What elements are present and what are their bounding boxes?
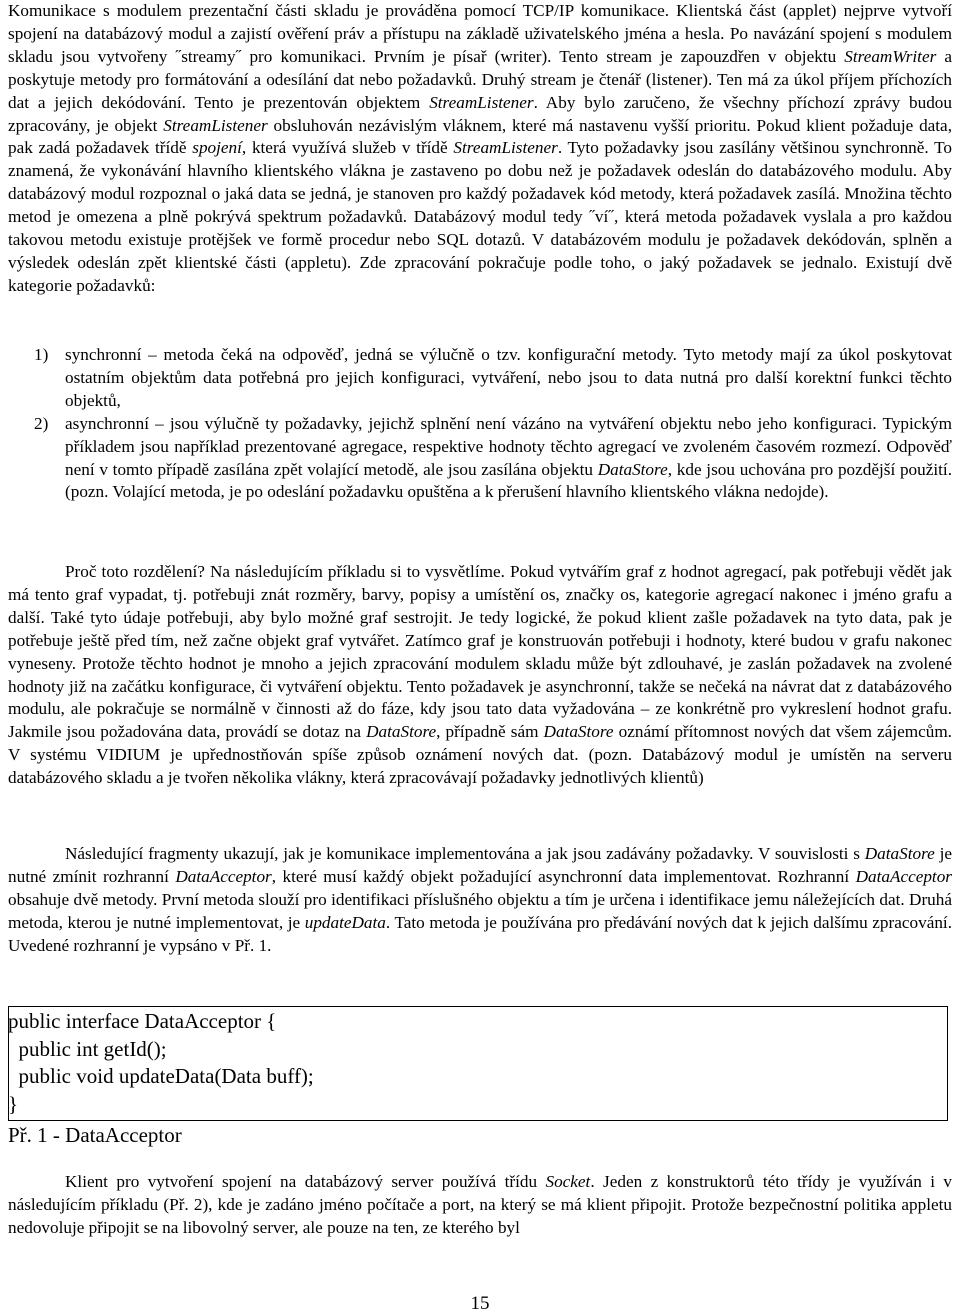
request-categories-list — [8, 344, 952, 504]
page-number: 15 — [470, 1293, 490, 1314]
listing-caption: Př. 1 - DataAcceptor — [8, 1123, 182, 1147]
list-item: 2) asynchronní – jsou výlučně ty požadavky, jejichž splnění není vázáno na vytváření objektu nebo jeho konfiguraci. Typickým příkladem jsou například prezentované agregace, respektive hodnoty těchto agregací ve zvoleném časovém rozmezí. Odpověď není v tomto případě zasílána zpět volající metodě, ale jsou zasílána objektu DataStore, kde jsou uchována pro pozdější použití. (pozn. Volající metoda, je po odeslání požadavku opuštěna a k přerušení hlavního klientského vlákna nedojde). — [34, 413, 952, 502]
code-listing — [8, 1008, 314, 1118]
paragraph-fragments: Následující fragmenty ukazují, jak je komunikace implementována a jak jsou zadávány požadavky. V souvislosti s DataStore je nutné zmínit rozhranní DataAcceptor, které musí každý objekt požadující asynchronní data implementovat. Rozhranní DataAcceptor obsahuje dvě metody. První metoda slouží pro identifikaci příslušného objektu a tím je určena i identifikace jemu náležejících dat. Druhá metoda, kterou je nutné implementovat, je updateData. Tato metoda je používána pro předávání nových dat k jejich dalšímu zpracování. Uvedené rozhranní je vypsáno v Př. 1. — [8, 844, 952, 955]
paragraph-example: Proč toto rozdělení? Na následujícím příkladu si to vysvětlíme. Pokud vytvářím graf z hodnot agregací, pak potřebuji vědět jak má tento graf vypadat, tj. potřebuji znát rozměry, barvy, popisy a umístění os, značky os, kategorie agregací nakonec i jméno grafu a další. Také tyto údaje potřebuji, aby bylo možné graf sestrojit. Je tedy logické, že pokud klient zašle požadavek na tyto data, pak je potřebuje ještě před tím, než začne objekt graf vytvářet. Zatímco graf je konstruován potřebuji i hodnoty, které budou v grafu nakonec vyneseny. Protože těchto hodnot je mnoho a jejich zpracování modulem skladu může být zdlouhavé, je zaslán požadavek na zvolené hodnoty již na začátku konfigurace, či vytváření objektu. Tento požadavek je asynchronní, takže se nečeká na návrat dat z databázového modulu, ale pokračuje se normálně v činnosti až do fáze, kdy jsou tato data vyžadována – ze konkrétně pro vykreslení hodnot grafu. Jakmile jsou požadována data, provádí se dotaz na DataStore, případně sám DataStore oznámí přítomnost nových dat všem zájemcům. V systému VIDIUM je upřednostňován spíše způsob oznámení nových dat. (pozn. Databázový modul je umístěn na serveru databázového skladu a je tvořen několika vlákny, která zpracovávají požadavky jednotlivých klientů) — [8, 562, 952, 788]
code-line: public int getId(); — [8, 1036, 167, 1061]
code-line: } — [8, 1091, 19, 1116]
paragraph-socket: Klient pro vytvoření spojení na databázový server používá třídu Socket. Jeden z konstruktorů této třídy je využíván i v následujícím příkladu (Př. 2), kde je zadáno jméno počítače a port, na který se má klient připojit. Protože bezpečnostní politika appletu nedovoluje připojit se na libovolný server, ale pouze na ten, ze kterého byl — [8, 1172, 952, 1237]
paragraph-communication: Komunikace s modulem prezentační části skladu je prováděna pomocí TCP/IP komunikace. Klientská část (applet) nejprve vytvoří spojení na databázový modul a zajistí ověření práv a přístupu na základě uživatelského jména a hesla. Po navázání spojení s modulem skladu jsou vytvořeny ˝streamy˝ pro komunikaci. Prvním je písař (writer). Tento stream je zapouzdřen v objektu StreamWriter a poskytuje metody pro formátování a odesílání dat nebo požadavků. Druhý stream je čtenář (listener). Ten má za úkol příjem příchozích dat a jejich dekódování. Tento je prezentován objektem StreamListener. Aby bylo zaručeno, že všechny příchozí zprávy budou zpracovány, je objekt StreamListener obsluhován nezávislým vláknem, které má nastavenu vyšší prioritu. Pokud klient požaduje data, pak zadá požadavek třídě spojení, která využívá služeb v třídě StreamListener. Tyto požadavky jsou zasílány většinou synchronně. To znamená, že vykonávání hlavního klientského vlákna je zastaveno po dobu než je požadavek odeslán do databázového modulu. Aby databázový modul rozpoznal o jaká data se jedná, je stanoven pro každý požadavek kód metody, která požadavek zasílá. Množina těchto metod je omezena a plně pokrývá spektrum požadavků. Databázový modul tedy ˝ví˝, která metoda požadavek vyslala a pro každou takovou metodu existuje protějšek ve formě procedur nebo SQL dotazů. V databázovém modulu je požadavek dekódován, splněn a výsledek odeslán zpět klientské části (appletu). Zde zpracování pokračuje podle toho, o jaký požadavek se jednalo. Existují dvě kategorie požadavků: — [8, 1, 953, 295]
code-line: public void updateData(Data buff); — [8, 1064, 314, 1088]
code-line: public interface DataAcceptor { — [8, 1009, 277, 1033]
list-item: 1) synchronní – metoda čeká na odpověď, jedná se výlučně o tzv. konfigurační metody. Tyto metody mají za úkol poskytovat ostatním objektům data potřebná pro jejich konfiguraci, vytváření, nebo jsou to data nutná pro další korektní funkci těchto objektů, — [34, 345, 952, 410]
